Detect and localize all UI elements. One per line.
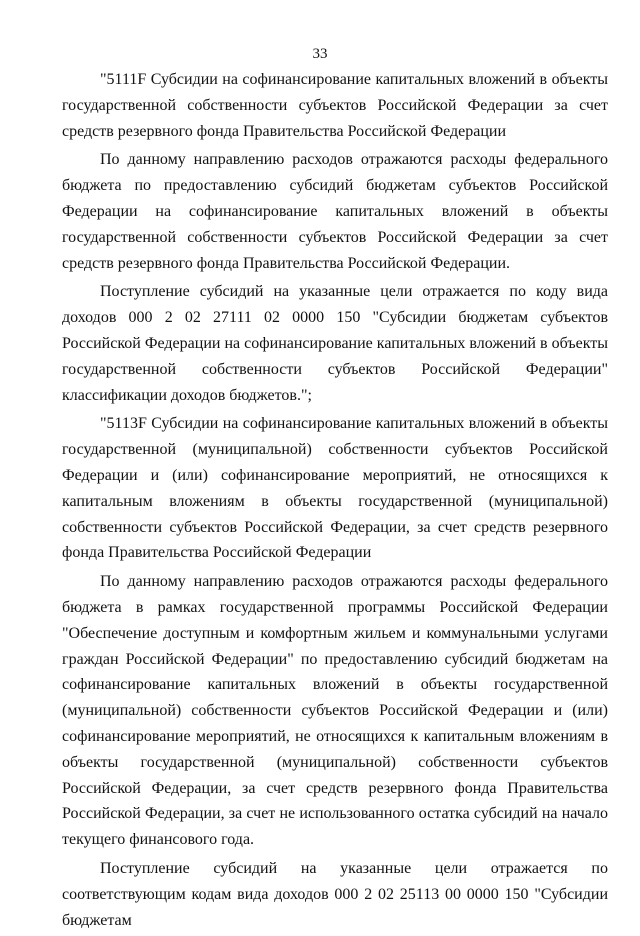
- paragraph-5111f-description: По данному направлению расходов отражаются расходы федерального бюджета по предоставлению субсидий бюджетам субъектов Российской Федерации на софинансирование капитальных вложений в объекты государственной собственности субъектов Российской Федерации за счет средств резервного фонда Правительства Российской Федерации.: [62, 151, 608, 272]
- document-body: [62, 67, 608, 936]
- paragraph-5113f-description: По данному направлению расходов отражаются расходы федерального бюджета в рамках государственной программы Российской Федерации "Обеспечение доступным и комфортным жильем и коммунальными услугами граждан Российской Федерации" по предоставлению субсидий бюджетам на софинансирование капитальных вложений в объекты государственной (муниципальной) собственности субъектов Российской Федерации и (или) софинансирование мероприятий, не относящихся к капитальным вложениям в объекты государственной (муниципальной) собственности субъектов Российской Федерации, за счет средств резервного фонда Правительства Российской Федерации, за счет не использованного остатка субсидий на начало текущего финансового года.: [62, 573, 608, 849]
- paragraph-5111f-heading: "5111F Субсидии на софинансирование капитальных вложений в объекты государственной собственности субъектов Российской Федерации за счет средств резервного фонда Правительства Российской Федерации: [62, 71, 608, 140]
- paragraph-5113f-heading: "5113F Субсидии на софинансирование капитальных вложений в объекты государственной (муниципальной) собственности субъектов Российской Федерации и (или) софинансирование мероприятий, не относящихся к капитальным вложениям в объекты государственной (муниципальной) собственности субъектов Российской Федерации, за счет средств резервного фонда Правительства Российской Федерации: [62, 415, 608, 562]
- paragraph-5111f-income-code: Поступление субсидий на указанные цели отражается по коду вида доходов 000 2 02 27111 02 0000 150 "Субсидии бюджетам субъектов Российской Федерации на софинансирование капитальных вложений в объекты государственной собственности субъектов Российской Федерации" классификации доходов бюджетов.";: [62, 283, 608, 404]
- paragraph-5113f-income-code: Поступление субсидий на указанные цели отражается по соответствующим кодам вида доходов 000 2 02 25113 00 0000 150 "Субсидии бюджетам: [62, 859, 608, 929]
- page-number: 33: [312, 46, 328, 62]
